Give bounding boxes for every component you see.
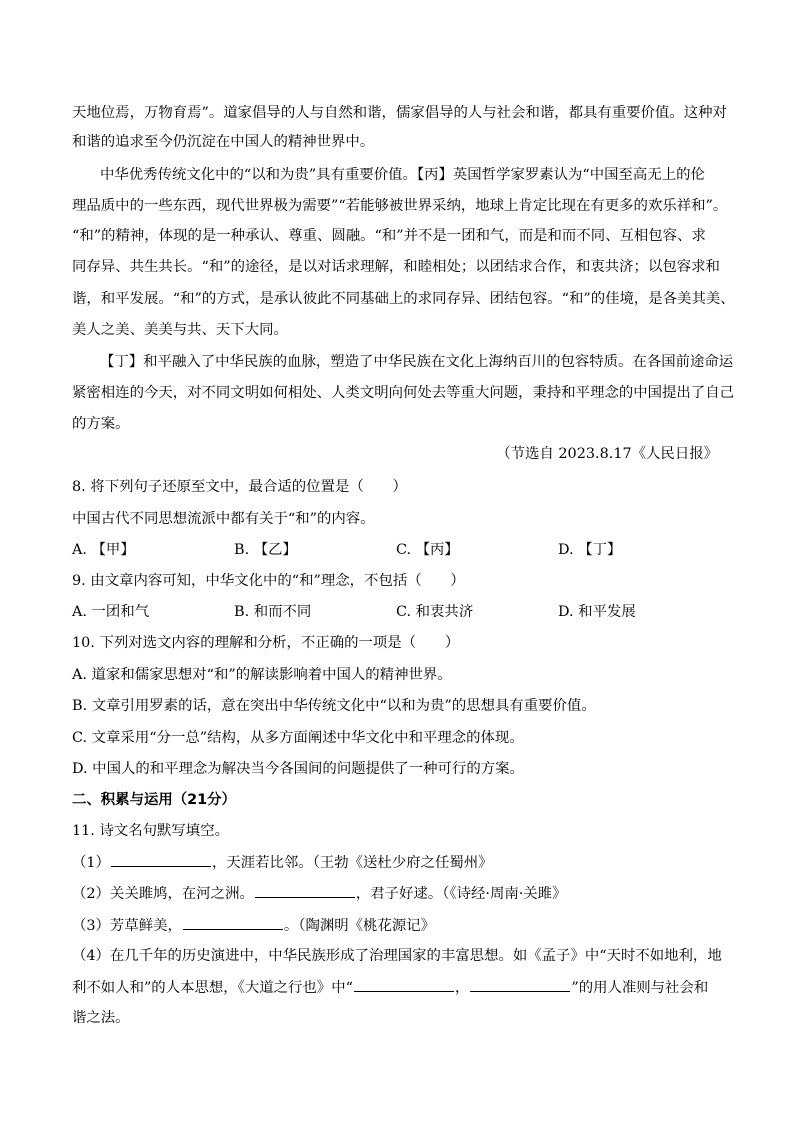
passage-p2-line4: 同存异、共生共长。“和”的途径，是以对话求理解，和睦相处；以团结求合作，和衷共济；以包容求和 — [72, 259, 720, 275]
passage-p1-line1: 天地位焉，万物育焉”。道家倡导的人与自然和谐，儒家倡导的人与社会和谐，都具有重要价值。这种对 — [72, 105, 727, 121]
q11-sub1-blank[interactable] — [111, 852, 211, 867]
section-2-title: 二、积累与运用（21分） — [72, 792, 236, 808]
q8-option-b[interactable]: B. 【乙】 — [234, 542, 297, 558]
q11-sub1 — [72, 852, 732, 873]
passage-p3-line1: 【丁】和平融入了中华民族的血脉，塑造了中华民族在文化上海纳百川的包容特质。在各国前途命运 — [100, 354, 734, 370]
q10-option-a[interactable]: A. 道家和儒家思想对“和”的解读影响着中国人的精神世界。 — [72, 667, 452, 683]
q8-option-a[interactable]: A. 【甲】 — [72, 542, 135, 558]
q11-sub4-text-a: 利不如人和”的人本思想，《大道之行也》中“ — [72, 980, 353, 996]
q8-option-d[interactable]: D. 【丁】 — [558, 542, 622, 558]
q11-sub4-line1: （4）在几千年的历史演进中，中华民族形成了治理国家的丰富思想。如《孟子》中“天时不如地利，地 — [72, 948, 722, 964]
q11-sub4-line2 — [72, 977, 732, 998]
passage-p3-line3: 的方案。 — [72, 416, 130, 432]
passage-p1-line2: 和谐的追求至今仍沉淀在中国人的精神世界中。 — [72, 134, 375, 150]
q8-stem: 8. 将下列句子还原至文中，最合适的位置是（ ） — [72, 479, 407, 495]
q11-sub3-blank[interactable] — [183, 915, 283, 930]
q9-option-a[interactable]: A. 一团和气 — [72, 604, 150, 620]
q9-option-d[interactable]: D. 和平发展 — [558, 604, 636, 620]
passage-p3-line2: 紧密相连的今天，对不同文明如何相处、人类文明向何处去等重大问题，秉持和平理念的中国提出了自己 — [72, 385, 734, 401]
q11-sub4-text-b: ”的用人准则与社会和 — [571, 980, 709, 996]
q11-sub2-text-a: （2）关关雎鸠，在河之洲。 — [72, 886, 254, 902]
q10-option-b[interactable]: B. 文章引用罗素的话，意在突出中华传统文化中“以和为贵”的思想具有重要价值。 — [72, 698, 596, 714]
q11-stem: 11. 诗文名句默写填空。 — [72, 823, 229, 839]
passage-p2-line5: 谐，和平发展。“和”的方式，是承认彼此不同基础上的求同存异、团结包容。“和”的佳境，是各美其美、 — [72, 291, 735, 307]
passage-p2-line3: “和”的精神，体现的是一种承认、尊重、圆融。“和”并不是一团和气，而是和而不同、互相包容、求 — [72, 228, 706, 244]
q11-sub1-number: （1） — [72, 855, 110, 871]
q11-sub4-blank-2[interactable] — [470, 977, 570, 992]
passage-p2-line1: 中华优秀传统文化中的“以和为贵”具有重要价值。【丙】英国哲学家罗素认为“中国至高无上的伦 — [100, 167, 705, 183]
q11-sub2-text-b: ，君子好逑。（《诗经·周南·关雎》 — [355, 886, 567, 902]
q10-option-c[interactable]: C. 文章采用“分一总”结构，从多方面阐述中华文化中和平理念的体现。 — [72, 730, 524, 746]
q11-sub3-text-a: （3）芳草鲜美， — [72, 918, 182, 934]
q9-option-b[interactable]: B. 和而不同 — [234, 604, 312, 620]
q10-stem: 10. 下列对选文内容的理解和分析，不正确的一项是（ ） — [72, 635, 460, 651]
q11-sub1-text: ，天涯若比邻。（王勃《送杜少府之任蜀州》 — [211, 855, 493, 871]
q10-option-d[interactable]: D. 中国人的和平理念为解决当今各国间的问题提供了一种可行的方案。 — [72, 761, 524, 777]
q9-option-c[interactable]: C. 和衷共济 — [396, 604, 474, 620]
q11-sub3-text-b: 。（陶渊明《桃花源记》 — [283, 918, 436, 934]
q11-sub4-comma: ， — [454, 980, 470, 996]
q9-stem: 9. 由文章内容可知，中华文化中的“和”理念，不包括（ ） — [72, 573, 465, 589]
q8-sentence: 中国古代不同思想流派中都有关于“和”的内容。 — [72, 511, 375, 527]
passage-p2-line6: 美人之美、美美与共、天下大同。 — [72, 322, 288, 338]
passage-source: （节选自 2023.8.17《人民日报》 — [496, 446, 718, 462]
q11-sub2-blank[interactable] — [255, 883, 355, 898]
q11-sub4-line3: 谐之法。 — [72, 1010, 130, 1026]
q11-sub2 — [72, 883, 732, 904]
passage-p2-line2: 理品质中的一些东西，现代世界极为需要”“若能够被世界采纳，地球上肯定比现在有更多的欢乐祥和”。 — [72, 198, 728, 214]
q8-option-c[interactable]: C. 【丙】 — [396, 542, 459, 558]
q11-sub3 — [72, 915, 732, 936]
q11-sub4-blank-1[interactable] — [354, 977, 454, 992]
